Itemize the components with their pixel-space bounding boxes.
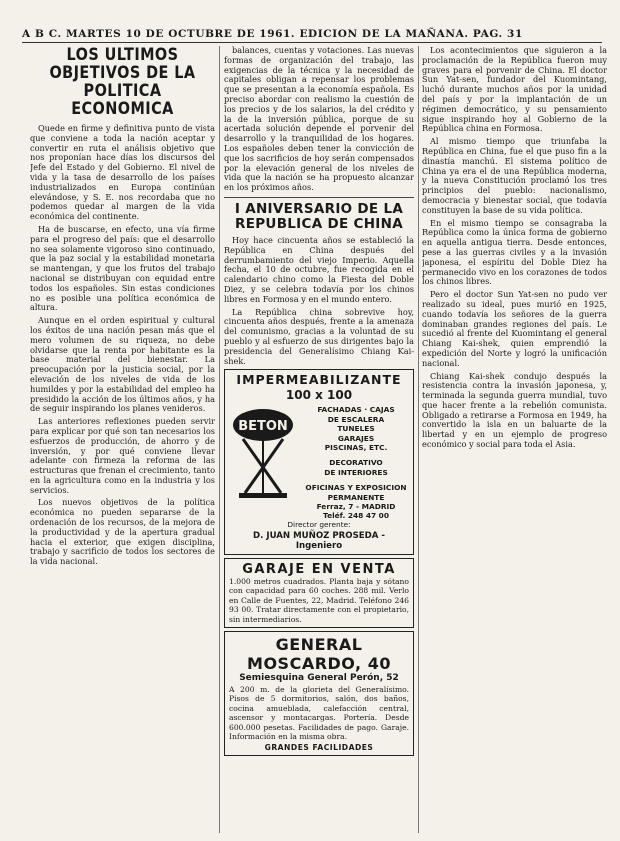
ad-director-label: Director gerente: bbox=[287, 519, 351, 529]
ad-garage-body: 1.000 metros cuadrados. Planta baja y sótano con capacidad para 60 coches. 288 mil. Verlo en Calle de Fuentes, 22, Madrid. Teléfono 246 93 00. Tratar directamente con el propietario, sin intermediarios. bbox=[229, 576, 409, 624]
ad-director: D. JUAN MUÑOZ PROSEDA - Ingeniero bbox=[252, 530, 385, 551]
ad-uses-list bbox=[303, 405, 409, 520]
article-paragraph: Las anteriores reflexiones pueden servir para explicar por qué son tan necesarios los esfuerzos de producción, de ahorro y de inversión, y por qué conviene llevar adelante con firmeza la reforma de las estructuras que frenan el crecimiento, tanto en la agricultura como en la industria y los servicios. bbox=[30, 416, 215, 495]
ad-use: GARAJES bbox=[337, 433, 375, 443]
beton-logo-icon bbox=[229, 405, 297, 501]
ad-offices-sub: PERMANENTE bbox=[327, 492, 385, 502]
article-paragraph: Al mismo tiempo que triunfaba la República en China, fue el que puso fin a la dinastía manchú. El sistema político de China ya era el de una República moderna, y la nueva Constitución proclamó los tres principios del pueblo: nacionalismo, democracia y bienestar social, que todavía constituyen la base de su vida política. bbox=[422, 136, 607, 215]
ad-waterproofing bbox=[224, 369, 414, 555]
column-left bbox=[30, 46, 215, 835]
column-rule-left bbox=[219, 46, 220, 833]
ad-use: DE ESCALERA bbox=[327, 414, 385, 424]
article-paragraph: Ha de buscarse, en efecto, una vía firme para el progreso del país: que el desarrollo no sea solamente vigoroso sino continuado, que la paz social y la estabilidad monetaria se mantengan, y que los frutos del trabajo nacional se distribuyan con equidad entre todos los españoles. Sin estas condiciones no es posible una política económica de altura. bbox=[30, 223, 215, 313]
ad-use: PISCINAS, ETC. bbox=[324, 442, 388, 452]
brand-text: BETON bbox=[238, 419, 288, 435]
ad-moscardo-title: GENERAL MOSCARDO, 40 bbox=[247, 635, 391, 673]
ad-garage bbox=[224, 558, 414, 628]
ad-offices-title: OFICINAS Y EXPOSICION bbox=[305, 483, 407, 493]
article-title-china: I ANIVERSARIO DE LA REPUBLICA DE CHINA bbox=[234, 200, 404, 232]
article-paragraph: Los nuevos objetivos de la política económica no pueden separarse de la ordenación de los recursos, de la mejora de la productividad y de la apertura gradual hacia el exterior, que exigen disciplina, trabajo y sacrificio de todos los sectores de la vida nacional. bbox=[30, 497, 215, 567]
article-paragraph: En el mismo tiempo se consagraba la República como la única forma de gobierno en aquella antigua tierra. Desde entonces, pese a las guerras civiles y a la invasión japonesa, el espíritu del Doble Diez ha permanecido vivo en los corazones de todos los chinos libres. bbox=[422, 217, 607, 287]
ad-size: 100 x 100 bbox=[285, 388, 353, 403]
ad-moscardo bbox=[224, 631, 414, 756]
ad-use: TUNELES bbox=[337, 424, 375, 434]
ad-moscardo-footer: GRANDES FACILIDADES bbox=[264, 743, 374, 753]
article-paragraph: Los acontecimientos que siguieron a la proclamación de la República fueron muy graves para el porvenir de China. El doctor Sun Yat-sen, fundador del Kuomintang, luchó durante muchos años por la unidad del país y por la implantación de un régimen democrático, y su pensamiento sigue inspirando hoy al Gobierno de la República china en Formosa. bbox=[422, 46, 607, 134]
ad-use: DE INTERIORES bbox=[324, 467, 388, 477]
ad-moscardo-subtitle: Semiesquina General Perón, 52 bbox=[239, 673, 399, 683]
article-paragraph: Quede en firme y definitiva punto de vista que conviene a toda la nación aceptar y convertir en ruta el análisis objetivo que nos proponían hace días los discursos del Jefe del Estado y del Gobierno. El nivel de vida y la tasa de desarrollo de los países industrializados en Europa continúan elevándose, y S. E. nos recordaba que no podemos quedar al margen de la vida económica del continente. bbox=[30, 123, 215, 222]
article-paragraph: Pero el doctor Sun Yat-sen no pudo ver realizado su ideal, pues murió en 1925, cuando todavía los señores de la guerra dominaban grandes regiones del país. Le sucedió al frente del Kuomintang el general Chiang Kai-shek, quien emprendió la expedición del Norte y logró la unificación nacional. bbox=[422, 289, 607, 368]
ad-moscardo-body: A 200 m. de la glorieta del Generalísimo. Pisos de 5 dormitorios, salón, dos baños, cocina amueblada, calefacción central, ascensor y montacargas. Portería. Desde 600.000 pesetas. Facilidades de pago. Garaje. Información en la misma obra. bbox=[229, 685, 409, 742]
article-paragraph: La República china sobrevive hoy, cincuenta años después, frente a la amenaza del comunismo, gracias a la voluntad de su pueblo y al esfuerzo de sus dirigentes bajo la presidencia del Generalísimo Chiang Kai-shek. bbox=[224, 306, 414, 366]
article-title-economy: LOS ULTIMOS OBJETIVOS DE LA POLITICA ECONOMICA bbox=[49, 46, 196, 119]
column-middle bbox=[224, 46, 414, 835]
ad-title: IMPERMEABILIZANTE bbox=[236, 372, 402, 388]
ad-use: DECORATIVO bbox=[329, 458, 383, 468]
ad-address: Ferraz, 7 - MADRID bbox=[316, 501, 396, 511]
article-paragraph: Chiang Kai-shek condujo después la resistencia contra la invasión japonesa, y, terminada la segunda guerra mundial, tuvo que hacer frente a la rebelión comunista. Obligado a retirarse a Formosa en 1949, ha convertido la isla en un baluarte de la libertad y en un ejemplo de progreso económico y social para toda el Asia. bbox=[422, 370, 607, 450]
article-paragraph: Hoy hace cincuenta años se estableció la República en China después del derrumbamiento del viejo Imperio. Aquella fecha, el 10 de octubre, fue recogida en el calendario chino como la Fiesta del Doble Diez, y se celebra todavía por los chinos libres en Formosa y en el mundo entero. bbox=[224, 234, 414, 304]
ad-phone: Teléf. 248 47 00 bbox=[323, 510, 389, 520]
ad-garage-title: GARAJE EN VENTA bbox=[242, 561, 396, 577]
ad-use: FACHADAS · CAJAS bbox=[317, 405, 395, 415]
divider bbox=[224, 197, 414, 198]
article-continuation: balances, cuentas y votaciones. Las nuevas formas de organización del trabajo, las exigencias de la técnica y la necesidad de capitales obligan a repensar los problemas que se presentan a la economía española. Es preciso abordar con realismo la cuestión de los precios y de los salarios, la del crédito y la de la inversión pública, porque de su acertada solución depende el porvenir del desarrollo y la tranquilidad de los hogares. Los españoles deben tener la convicción de que los sacrificios de hoy serán compensados por la elevación general de los niveles de vida que la nación se ha propuesto alcanzar en los próximos años. bbox=[224, 46, 414, 193]
column-right bbox=[422, 46, 607, 835]
article-paragraph: Aunque en el orden espiritual y cultural los éxitos de una nación pesan más que el mero volumen de su riqueza, no debe olvidarse que la renta por habitante es la base material del bienestar. La preocupación por la justicia social, por la elevación de los niveles de vida de los humildes y por la estabilidad del empleo ha presidido la acción de los últimos años, y ha de seguir inspirando los planes venideros. bbox=[30, 315, 215, 414]
masthead: A B C. MARTES 10 DE OCTUBRE DE 1961. EDICION DE LA MAÑANA. PAG. 31 bbox=[22, 28, 602, 43]
column-rule-right bbox=[418, 46, 419, 833]
